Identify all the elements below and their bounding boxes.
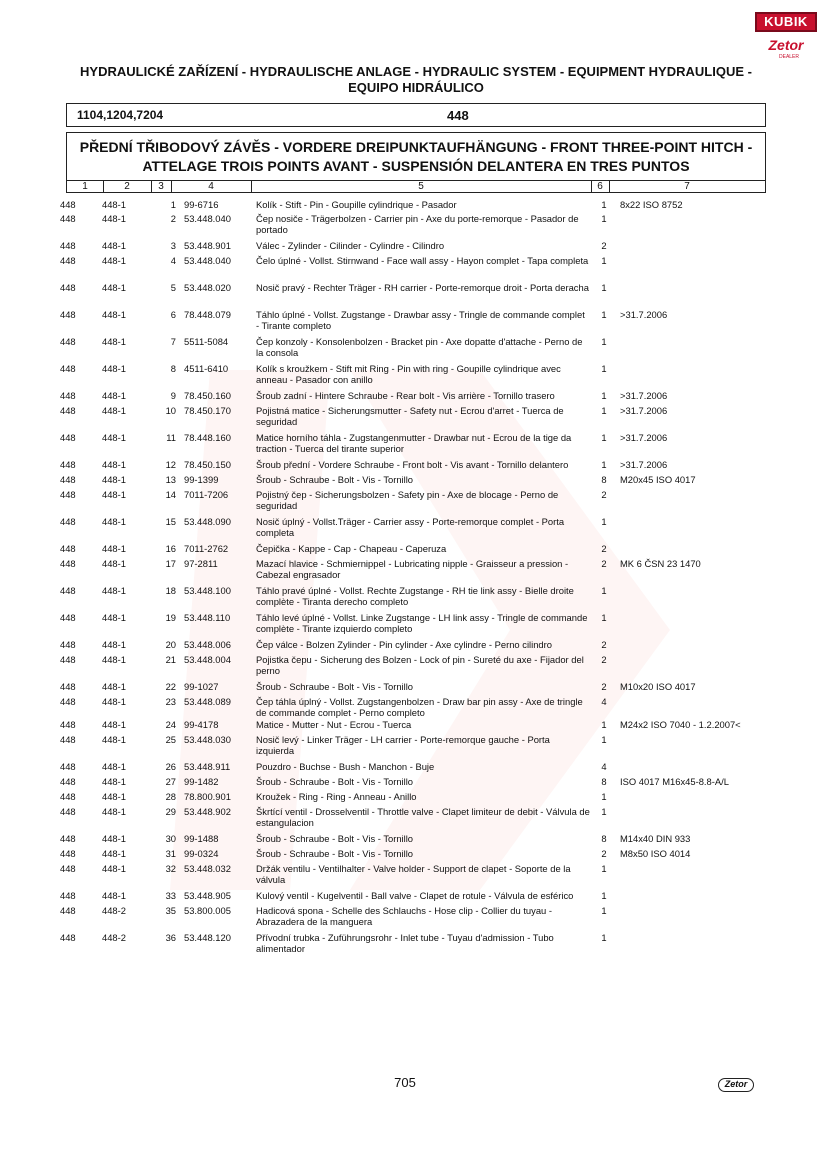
- cell-c3: 12: [165, 459, 176, 470]
- cell-c4: 53.448.100: [184, 585, 231, 596]
- cell-c2: 448-1: [102, 199, 126, 210]
- cell-c6: 2: [601, 240, 607, 251]
- cell-c7: >31.7.2006: [620, 459, 668, 470]
- cell-c4: 53.800.005: [184, 905, 231, 916]
- cell-c5: Čep konzoly - Konsolenbolzen - Bracket pin - Axe dopatte d'attache - Perno de la consola: [256, 336, 583, 359]
- cell-c2: 448-1: [102, 474, 126, 485]
- cell-c7: M8x50 ISO 4014: [620, 848, 691, 859]
- cell-c6: 1: [601, 585, 607, 596]
- cell-c6: 2: [601, 848, 607, 859]
- cell-c1: 448: [60, 543, 76, 554]
- cell-c6: 1: [601, 282, 607, 293]
- column-header: 6: [591, 181, 610, 192]
- cell-c7: MK 6 ČSN 23 1470: [620, 558, 701, 569]
- cell-c6: 1: [601, 390, 607, 401]
- cell-c3: 4: [170, 255, 176, 266]
- cell-c1: 448: [60, 199, 76, 210]
- cell-c4: 99-1399: [184, 474, 219, 485]
- column-header: 1: [67, 181, 104, 192]
- cell-c4: 53.448.020: [184, 282, 231, 293]
- cell-c5: Kroužek - Ring - Ring - Anneau - Anillo: [256, 791, 417, 802]
- cell-c6: 1: [601, 459, 607, 470]
- cell-c4: 53.448.089: [184, 696, 231, 707]
- cell-c4: 99-0324: [184, 848, 219, 859]
- cell-c5: Nosič úplný - Vollst.Träger - Carrier assy - Porte-remorque complet - Porta completa: [256, 516, 565, 539]
- cell-c6: 1: [601, 255, 607, 266]
- cell-c4: 53.448.040: [184, 255, 231, 266]
- cell-c3: 24: [165, 719, 176, 730]
- cell-c4: 99-6716: [184, 199, 219, 210]
- cell-c6: 2: [601, 543, 607, 554]
- group-code: 448: [447, 108, 469, 123]
- zetor-logo-text: Zetor: [768, 37, 804, 53]
- cell-c7: >31.7.2006: [620, 390, 668, 401]
- group-title-line1: PŘEDNÍ TŘIBODOVÝ ZÁVĚS - VORDERE DREIPUNKTAUFHÄNGUNG - FRONT THREE-POINT HITCH -: [79, 139, 753, 155]
- cell-c1: 448: [60, 309, 76, 320]
- cell-c4: 78.450.150: [184, 459, 231, 470]
- cell-c6: 1: [601, 863, 607, 874]
- cell-c4: 7011-7206: [184, 489, 229, 500]
- cell-c1: 448: [60, 806, 76, 817]
- cell-c3: 21: [165, 654, 176, 665]
- cell-c4: 99-4178: [184, 719, 219, 730]
- cell-c2: 448-1: [102, 761, 126, 772]
- cell-c5: Hadicová spona - Schelle des Schlauchs - Hose clip - Collier du tuyau - Abrazadera de la manguera: [256, 905, 552, 928]
- cell-c4: 99-1482: [184, 776, 219, 787]
- cell-c5: Kulový ventil - Kugelventil - Ball valve - Clapet de rotule - Válvula de esférico: [256, 890, 574, 901]
- cell-c1: 448: [60, 255, 76, 266]
- cell-c1: 448: [60, 848, 76, 859]
- cell-c3: 17: [165, 558, 176, 569]
- cell-c2: 448-1: [102, 681, 126, 692]
- cell-c4: 53.448.004: [184, 654, 231, 665]
- cell-c5: Šroub - Schraube - Bolt - Vis - Tornillo: [256, 776, 414, 787]
- cell-c1: 448: [60, 363, 76, 374]
- cell-c4: 53.448.901: [184, 240, 231, 251]
- cell-c2: 448-1: [102, 543, 126, 554]
- cell-c5: Přívodní trubka - Zuführungsrohr - Inlet tube - Tuyau d'admission - Tubo alimentador: [256, 932, 554, 955]
- cell-c5: Šroub - Schraube - Bolt - Vis - Tornillo: [256, 681, 414, 692]
- cell-c6: 1: [601, 516, 607, 527]
- cell-c1: 448: [60, 761, 76, 772]
- cell-c1: 448: [60, 336, 76, 347]
- cell-c3: 7: [170, 336, 176, 347]
- cell-c5: Pouzdro - Buchse - Bush - Manchon - Buje: [256, 761, 435, 772]
- cell-c3: 25: [165, 734, 176, 745]
- cell-c6: 8: [601, 776, 607, 787]
- cell-c3: 11: [166, 432, 176, 443]
- column-header: 5: [251, 181, 592, 192]
- cell-c3: 19: [165, 612, 176, 623]
- cell-c3: 32: [165, 863, 176, 874]
- cell-c1: 448: [60, 734, 76, 745]
- cell-c6: 1: [601, 199, 607, 210]
- cell-c2: 448-1: [102, 806, 126, 817]
- cell-c1: 448: [60, 791, 76, 802]
- kubik-logo-text: KUBIK: [755, 12, 817, 32]
- cell-c3: 30: [165, 833, 176, 844]
- cell-c5: Pojistná matice - Sicherungsmutter - Safety nut - Ecrou d'arret - Tuerca de seguridad: [256, 405, 564, 428]
- cell-c3: 9: [170, 390, 176, 401]
- cell-c5: Držák ventilu - Ventilhalter - Valve holder - Support de clapet - Soporte de la válvula: [256, 863, 571, 886]
- column-header: 3: [151, 181, 172, 192]
- cell-c2: 448-1: [102, 776, 126, 787]
- cell-c1: 448: [60, 240, 76, 251]
- cell-c6: 1: [601, 432, 607, 443]
- cell-c5: Šroub přední - Vordere Schraube - Front bolt - Vis avant - Tornillo delantero: [256, 459, 569, 470]
- cell-c4: 53.448.040: [184, 213, 231, 224]
- cell-c4: 53.448.902: [184, 806, 231, 817]
- cell-c4: 53.448.090: [184, 516, 231, 527]
- cell-c7: ISO 4017 M16x45-8.8-A/L: [620, 776, 729, 787]
- cell-c3: 36: [165, 932, 176, 943]
- cell-c3: 3: [170, 240, 176, 251]
- cell-c3: 14: [165, 489, 176, 500]
- cell-c1: 448: [60, 833, 76, 844]
- cell-c4: 97-2811: [184, 558, 218, 569]
- cell-c2: 448-1: [102, 585, 126, 596]
- cell-c4: 53.448.911: [184, 761, 231, 772]
- cell-c5: Kolík s kroužkem - Stift mit Ring - Pin with ring - Goupille cylindrique avec anneau - Pasador con anillo: [256, 363, 561, 386]
- cell-c4: 53.448.110: [184, 612, 231, 623]
- cell-c7: >31.7.2006: [620, 405, 668, 416]
- cell-c3: 13: [165, 474, 176, 485]
- cell-c6: 1: [601, 213, 607, 224]
- cell-c4: 78.450.160: [184, 390, 231, 401]
- cell-c3: 10: [165, 405, 176, 416]
- cell-c5: Šroub - Schraube - Bolt - Vis - Tornillo: [256, 848, 414, 859]
- cell-c5: Šroub zadní - Hintere Schraube - Rear bolt - Vis arrière - Tornillo trasero: [256, 390, 555, 401]
- cell-c3: 18: [165, 585, 176, 596]
- cell-c5: Pojistný čep - Sicherungsbolzen - Safety pin - Axe de blocage - Perno de seguridad: [256, 489, 559, 512]
- cell-c6: 1: [601, 612, 607, 623]
- cell-c2: 448-1: [102, 791, 126, 802]
- cell-c4: 7011-2762: [184, 543, 229, 554]
- cell-c1: 448: [60, 405, 76, 416]
- cell-c3: 20: [165, 639, 176, 650]
- cell-c6: 4: [601, 761, 607, 772]
- cell-c5: Škrtící ventil - Drosselventil - Throttle valve - Clapet limiteur de debit - Válvula de estangulacion: [256, 806, 590, 829]
- cell-c6: 8: [601, 474, 607, 485]
- cell-c1: 448: [60, 432, 76, 443]
- cell-c1: 448: [60, 558, 76, 569]
- cell-c1: 448: [60, 489, 76, 500]
- cell-c5: Šroub - Schraube - Bolt - Vis - Tornillo: [256, 474, 414, 485]
- cell-c2: 448-1: [102, 558, 126, 569]
- cell-c1: 448: [60, 932, 76, 943]
- cell-c3: 2: [170, 213, 176, 224]
- cell-c6: 2: [601, 654, 607, 665]
- column-header: 4: [171, 181, 252, 192]
- cell-c7: M20x45 ISO 4017: [620, 474, 696, 485]
- cell-c1: 448: [60, 474, 76, 485]
- cell-c1: 448: [60, 905, 76, 916]
- cell-c2: 448-1: [102, 432, 126, 443]
- cell-c2: 448-1: [102, 654, 126, 665]
- cell-c1: 448: [60, 639, 76, 650]
- cell-c2: 448-1: [102, 336, 126, 347]
- cell-c2: 448-1: [102, 890, 126, 901]
- cell-c4: 99-1488: [184, 833, 219, 844]
- cell-c5: Čep nosiče - Trägerbolzen - Carrier pin - Axe du porte-remorque - Pasador de portado: [256, 213, 579, 236]
- cell-c6: 1: [601, 890, 607, 901]
- cell-c2: 448-1: [102, 612, 126, 623]
- cell-c1: 448: [60, 890, 76, 901]
- cell-c4: 53.448.905: [184, 890, 231, 901]
- cell-c4: 53.448.120: [184, 932, 231, 943]
- cell-c6: 2: [601, 639, 607, 650]
- cell-c3: 22: [165, 681, 176, 692]
- cell-c2: 448-1: [102, 848, 126, 859]
- cell-c4: 99-1027: [184, 681, 219, 692]
- cell-c2: 448-1: [102, 459, 126, 470]
- cell-c1: 448: [60, 696, 76, 707]
- cell-c6: 1: [601, 791, 607, 802]
- cell-c5: Čep táhla úplný - Vollst. Zugstangenbolzen - Draw bar pin assy - Axe de tringle de commande complet - Perno completo: [256, 696, 583, 719]
- cell-c3: 16: [165, 543, 176, 554]
- cell-c6: 2: [601, 681, 607, 692]
- cell-c4: 78.448.079: [184, 309, 231, 320]
- cell-c1: 448: [60, 282, 76, 293]
- cell-c6: 1: [601, 719, 607, 730]
- cell-c7: >31.7.2006: [620, 309, 668, 320]
- cell-c2: 448-1: [102, 734, 126, 745]
- group-title-box: [66, 132, 766, 180]
- cell-c4: 4511-6410: [184, 363, 229, 374]
- cell-c6: 1: [601, 806, 607, 817]
- cell-c4: 53.448.030: [184, 734, 231, 745]
- cell-c2: 448-1: [102, 282, 126, 293]
- cell-c5: Táhlo úplné - Vollst. Zugstange - Drawbar assy - Tringle de commande complet - Tirante completo: [256, 309, 585, 332]
- cell-c6: 1: [601, 734, 607, 745]
- cell-c1: 448: [60, 213, 76, 224]
- cell-c5: Kolík - Stift - Pin - Goupille cylindrique - Pasador: [256, 199, 457, 210]
- cell-c5: Válec - Zylinder - Cilinder - Cylindre - Cilindro: [256, 240, 445, 251]
- cell-c3: 5: [170, 282, 176, 293]
- cell-c2: 448-1: [102, 405, 126, 416]
- cell-c1: 448: [60, 654, 76, 665]
- cell-c3: 33: [165, 890, 176, 901]
- cell-c5: Matice - Mutter - Nut - Ecrou - Tuerca: [256, 719, 412, 730]
- cell-c5: Táhlo pravé úplné - Vollst. Rechte Zugstange - RH tie link assy - Bielle droite complète - Tiranta derecho completo: [256, 585, 574, 608]
- cell-c6: 4: [601, 696, 607, 707]
- cell-c6: 1: [601, 905, 607, 916]
- cell-c3: 27: [165, 776, 176, 787]
- cell-c5: Čep válce - Bolzen Zylinder - Pin cylinder - Axe cylindre - Perno cilindro: [256, 639, 552, 650]
- page-number: 705: [394, 1075, 416, 1090]
- cell-c5: Šroub - Schraube - Bolt - Vis - Tornillo: [256, 833, 414, 844]
- cell-c3: 26: [165, 761, 176, 772]
- cell-c5: Čepička - Kappe - Cap - Chapeau - Caperuza: [256, 543, 447, 554]
- cell-c1: 448: [60, 612, 76, 623]
- cell-c2: 448-1: [102, 833, 126, 844]
- cell-c6: 1: [601, 932, 607, 943]
- model-box: [66, 103, 766, 127]
- cell-c2: 448-1: [102, 489, 126, 500]
- cell-c6: 2: [601, 489, 607, 500]
- cell-c3: 15: [165, 516, 176, 527]
- cell-c5: Matice horního táhla - Zugstangenmutter - Drawbar nut - Ecrou de la tige da traction - Tuerca del tirante superior: [256, 432, 572, 455]
- cell-c3: 8: [170, 363, 176, 374]
- cell-c2: 448-1: [102, 696, 126, 707]
- cell-c2: 448-1: [102, 719, 126, 730]
- cell-c2: 448-1: [102, 213, 126, 224]
- cell-c5: Táhlo levé úplné - Vollst. Linke Zugstange - LH link assy - Tringle de commande complète - Tirante izquierdo completo: [256, 612, 588, 635]
- cell-c7: >31.7.2006: [620, 432, 668, 443]
- column-header: 7: [684, 181, 690, 192]
- group-title-line2: ATTELAGE TROIS POINTS AVANT - SUSPENSIÓN DELANTERA EN TRES PUNTOS: [142, 158, 690, 174]
- cell-c5: Nosič pravý - Rechter Träger - RH carrier - Porte-remorque droit - Porta deracha: [256, 282, 589, 293]
- model-list: 1104,1204,7204: [77, 108, 164, 122]
- cell-c1: 448: [60, 776, 76, 787]
- cell-c5: Pojistka čepu - Sicherung des Bolzen - Lock of pin - Sureté du axe - Fijador del perno: [256, 654, 584, 677]
- cell-c7: M14x40 DIN 933: [620, 833, 691, 844]
- cell-c1: 448: [60, 863, 76, 874]
- cell-c1: 448: [60, 390, 76, 401]
- cell-c2: 448-1: [102, 309, 126, 320]
- cell-c2: 448-1: [102, 363, 126, 374]
- cell-c3: 1: [170, 199, 176, 210]
- column-header: 2: [103, 181, 152, 192]
- cell-c3: 6: [170, 309, 176, 320]
- cell-c6: 1: [601, 363, 607, 374]
- cell-c4: 53.448.006: [184, 639, 231, 650]
- cell-c4: 78.450.170: [184, 405, 231, 416]
- cell-c6: 2: [601, 558, 607, 569]
- cell-c7: M24x2 ISO 7040 - 1.2.2007<: [620, 719, 741, 730]
- cell-c2: 448-1: [102, 240, 126, 251]
- cell-c6: 1: [601, 405, 607, 416]
- cell-c4: 78.448.160: [184, 432, 231, 443]
- cell-c5: Nosič levý - Linker Träger - LH carrier - Porte-remorque gauche - Porta izquierda: [256, 734, 550, 757]
- cell-c4: 53.448.032: [184, 863, 231, 874]
- page-title: HYDRAULICKÉ ZAŘÍZENÍ - HYDRAULISCHE ANLAGE - HYDRAULIC SYSTEM - EQUIPMENT HYDRAULIQUE - EQUIPO HIDRÁULICO: [80, 64, 752, 95]
- cell-c6: 8: [601, 833, 607, 844]
- cell-c2: 448-1: [102, 390, 126, 401]
- cell-c6: 1: [601, 309, 607, 320]
- column-header-row: [66, 180, 766, 193]
- cell-c5: Mazací hlavice - Schmiernippel - Lubricating nipple - Graisseur a pression - Cabezal engrasador: [256, 558, 569, 581]
- cell-c1: 448: [60, 459, 76, 470]
- cell-c2: 448-2: [102, 932, 126, 943]
- zetor-logo-sub: DEALER: [779, 54, 800, 60]
- cell-c3: 29: [165, 806, 176, 817]
- cell-c3: 28: [165, 791, 176, 802]
- cell-c4: 5511-5084: [184, 336, 229, 347]
- kubik-zetor-logo: [755, 12, 817, 62]
- cell-c2: 448-1: [102, 255, 126, 266]
- cell-c1: 448: [60, 719, 76, 730]
- cell-c1: 448: [60, 585, 76, 596]
- cell-c2: 448-1: [102, 639, 126, 650]
- cell-c4: 78.800.901: [184, 791, 231, 802]
- cell-c2: 448-1: [102, 863, 126, 874]
- footer-zetor-logo: Zetor: [718, 1078, 754, 1092]
- cell-c7: 8x22 ISO 8752: [620, 199, 683, 210]
- cell-c1: 448: [60, 681, 76, 692]
- cell-c1: 448: [60, 516, 76, 527]
- cell-c2: 448-2: [102, 905, 126, 916]
- cell-c7: M10x20 ISO 4017: [620, 681, 696, 692]
- cell-c3: 31: [165, 848, 176, 859]
- cell-c3: 23: [165, 696, 176, 707]
- cell-c2: 448-1: [102, 516, 126, 527]
- cell-c5: Čelo úplné - Vollst. Stirnwand - Face wall assy - Hayon complet - Tapa completa: [256, 255, 589, 266]
- cell-c3: 35: [165, 905, 176, 916]
- cell-c6: 1: [601, 336, 607, 347]
